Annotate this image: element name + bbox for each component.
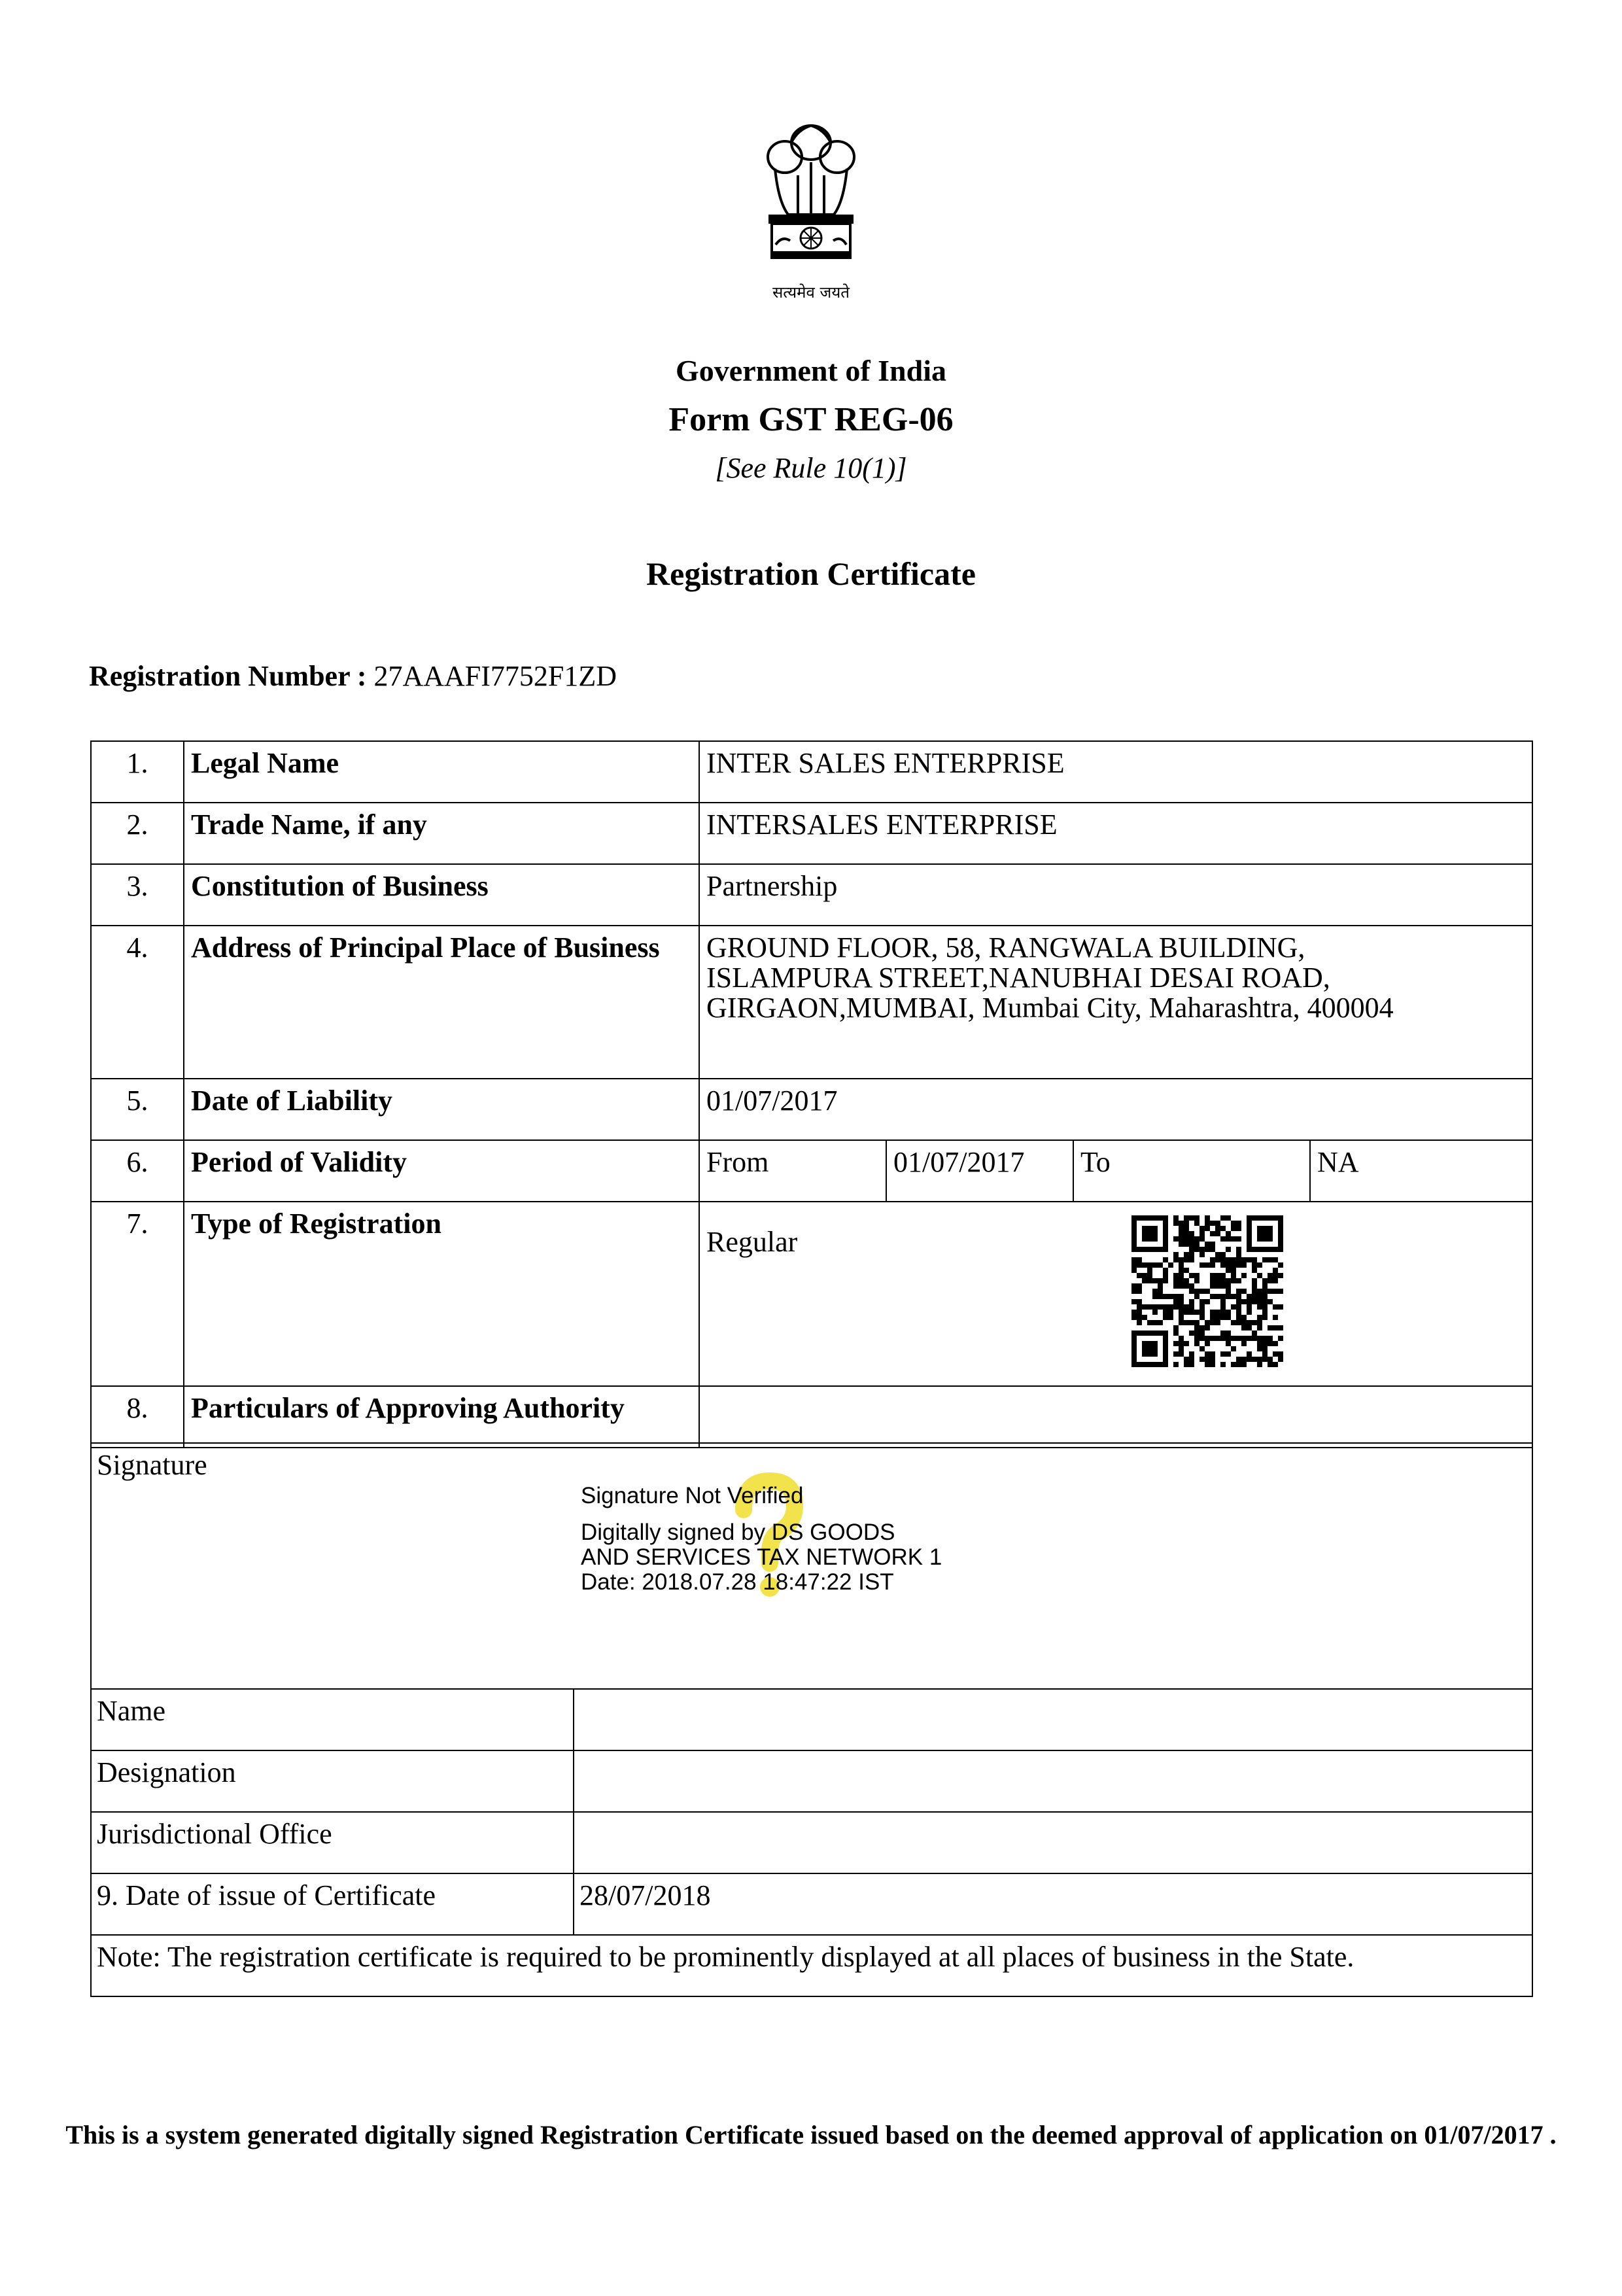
row-number: 5. bbox=[91, 1079, 184, 1140]
registration-type-text: Regular bbox=[706, 1226, 798, 1258]
table-row bbox=[91, 803, 1532, 864]
liability-date-value: 01/07/2017 bbox=[699, 1079, 1532, 1140]
office-label: Jurisdictional Office bbox=[91, 1812, 574, 1873]
designation-value bbox=[574, 1750, 1532, 1812]
table-row bbox=[91, 1140, 1532, 1202]
row-label: Date of Liability bbox=[184, 1079, 699, 1140]
table-row bbox=[91, 864, 1532, 926]
row-label: Legal Name bbox=[184, 741, 699, 803]
validity-to-label: To bbox=[1073, 1140, 1310, 1202]
signed-by-line: Digitally signed by DS GOODS bbox=[581, 1520, 895, 1545]
table-row bbox=[91, 926, 1532, 1079]
address-value bbox=[699, 926, 1532, 1079]
signature-status: Signature Not Verified bbox=[581, 1483, 804, 1508]
footer-note: This is a system generated digitally signed Registration Certificate issued based on the deemed approval of application on 01/07/2017 . bbox=[65, 2120, 1557, 2149]
row-number: 7. bbox=[91, 1202, 184, 1386]
validity-from-label: From bbox=[699, 1140, 886, 1202]
table-row bbox=[91, 741, 1532, 803]
validity-from-value: 01/07/2017 bbox=[886, 1140, 1073, 1202]
table-row bbox=[91, 1873, 1532, 1935]
office-value bbox=[574, 1812, 1532, 1873]
legal-name-value: INTER SALES ENTERPRISE bbox=[699, 741, 1532, 803]
row-label: Address of Principal Place of Business bbox=[184, 926, 699, 1079]
address-line: ISLAMPURA STREET,NANUBHAI DESAI ROAD, bbox=[706, 962, 1330, 994]
row-number: 1. bbox=[91, 741, 184, 803]
row-number: 2. bbox=[91, 803, 184, 864]
digital-signature-block bbox=[581, 1484, 942, 1595]
registration-type-value bbox=[699, 1202, 1532, 1386]
registration-number bbox=[89, 659, 617, 693]
issue-date-label: 9. Date of issue of Certificate bbox=[91, 1873, 574, 1935]
constitution-value: Partnership bbox=[699, 864, 1532, 926]
table-row bbox=[91, 1386, 1532, 1448]
table-row bbox=[91, 1202, 1532, 1386]
signature-date: Date: 2018.07.28 18:47:22 IST bbox=[581, 1569, 894, 1595]
issue-date-value: 28/07/2018 bbox=[574, 1873, 1532, 1935]
validity-to-value: NA bbox=[1310, 1140, 1532, 1202]
trade-name-value: INTERSALES ENTERPRISE bbox=[699, 803, 1532, 864]
lion-capital-icon bbox=[752, 116, 870, 280]
table-row bbox=[91, 1935, 1532, 1996]
row-label: Type of Registration bbox=[184, 1202, 699, 1386]
row-number: 4. bbox=[91, 926, 184, 1079]
government-title: Government of India bbox=[676, 354, 946, 387]
address-line: GROUND FLOOR, 58, RANGWALA BUILDING, bbox=[706, 931, 1305, 964]
registration-number-value: 27AAAFI7752F1ZD bbox=[373, 660, 617, 692]
name-value bbox=[574, 1689, 1532, 1750]
table-row bbox=[91, 1689, 1532, 1750]
row-number: 6. bbox=[91, 1140, 184, 1202]
approving-authority-value bbox=[699, 1386, 1532, 1448]
name-label: Name bbox=[91, 1689, 574, 1750]
row-label: Trade Name, if any bbox=[184, 803, 699, 864]
table-row bbox=[91, 1750, 1532, 1812]
rule-reference: [See Rule 10(1)] bbox=[715, 452, 907, 484]
address-line: GIRGAON,MUMBAI, Mumbai City, Maharashtra, 400004 bbox=[706, 992, 1394, 1024]
details-table bbox=[90, 740, 1533, 1448]
registration-number-label: Registration Number : bbox=[89, 660, 367, 692]
row-label: Period of Validity bbox=[184, 1140, 699, 1202]
designation-label: Designation bbox=[91, 1750, 574, 1812]
row-number: 8. bbox=[91, 1386, 184, 1448]
row-number: 3. bbox=[91, 864, 184, 926]
signature-label: Signature bbox=[91, 1443, 1532, 1689]
note-text: Note: The registration certificate is required to be prominently displayed at all places of business in the State. bbox=[91, 1935, 1532, 1996]
emblem-motto: सत्यमेव जयते bbox=[772, 283, 850, 302]
row-label: Constitution of Business bbox=[184, 864, 699, 926]
certificate-title: Registration Certificate bbox=[646, 555, 976, 592]
row-label: Particulars of Approving Authority bbox=[184, 1386, 699, 1448]
table-row bbox=[91, 1812, 1532, 1873]
qr-code bbox=[1131, 1215, 1283, 1367]
signed-by-line: AND SERVICES TAX NETWORK 1 bbox=[581, 1544, 942, 1570]
form-title: Form GST REG-06 bbox=[668, 401, 954, 438]
table-row bbox=[91, 1079, 1532, 1140]
